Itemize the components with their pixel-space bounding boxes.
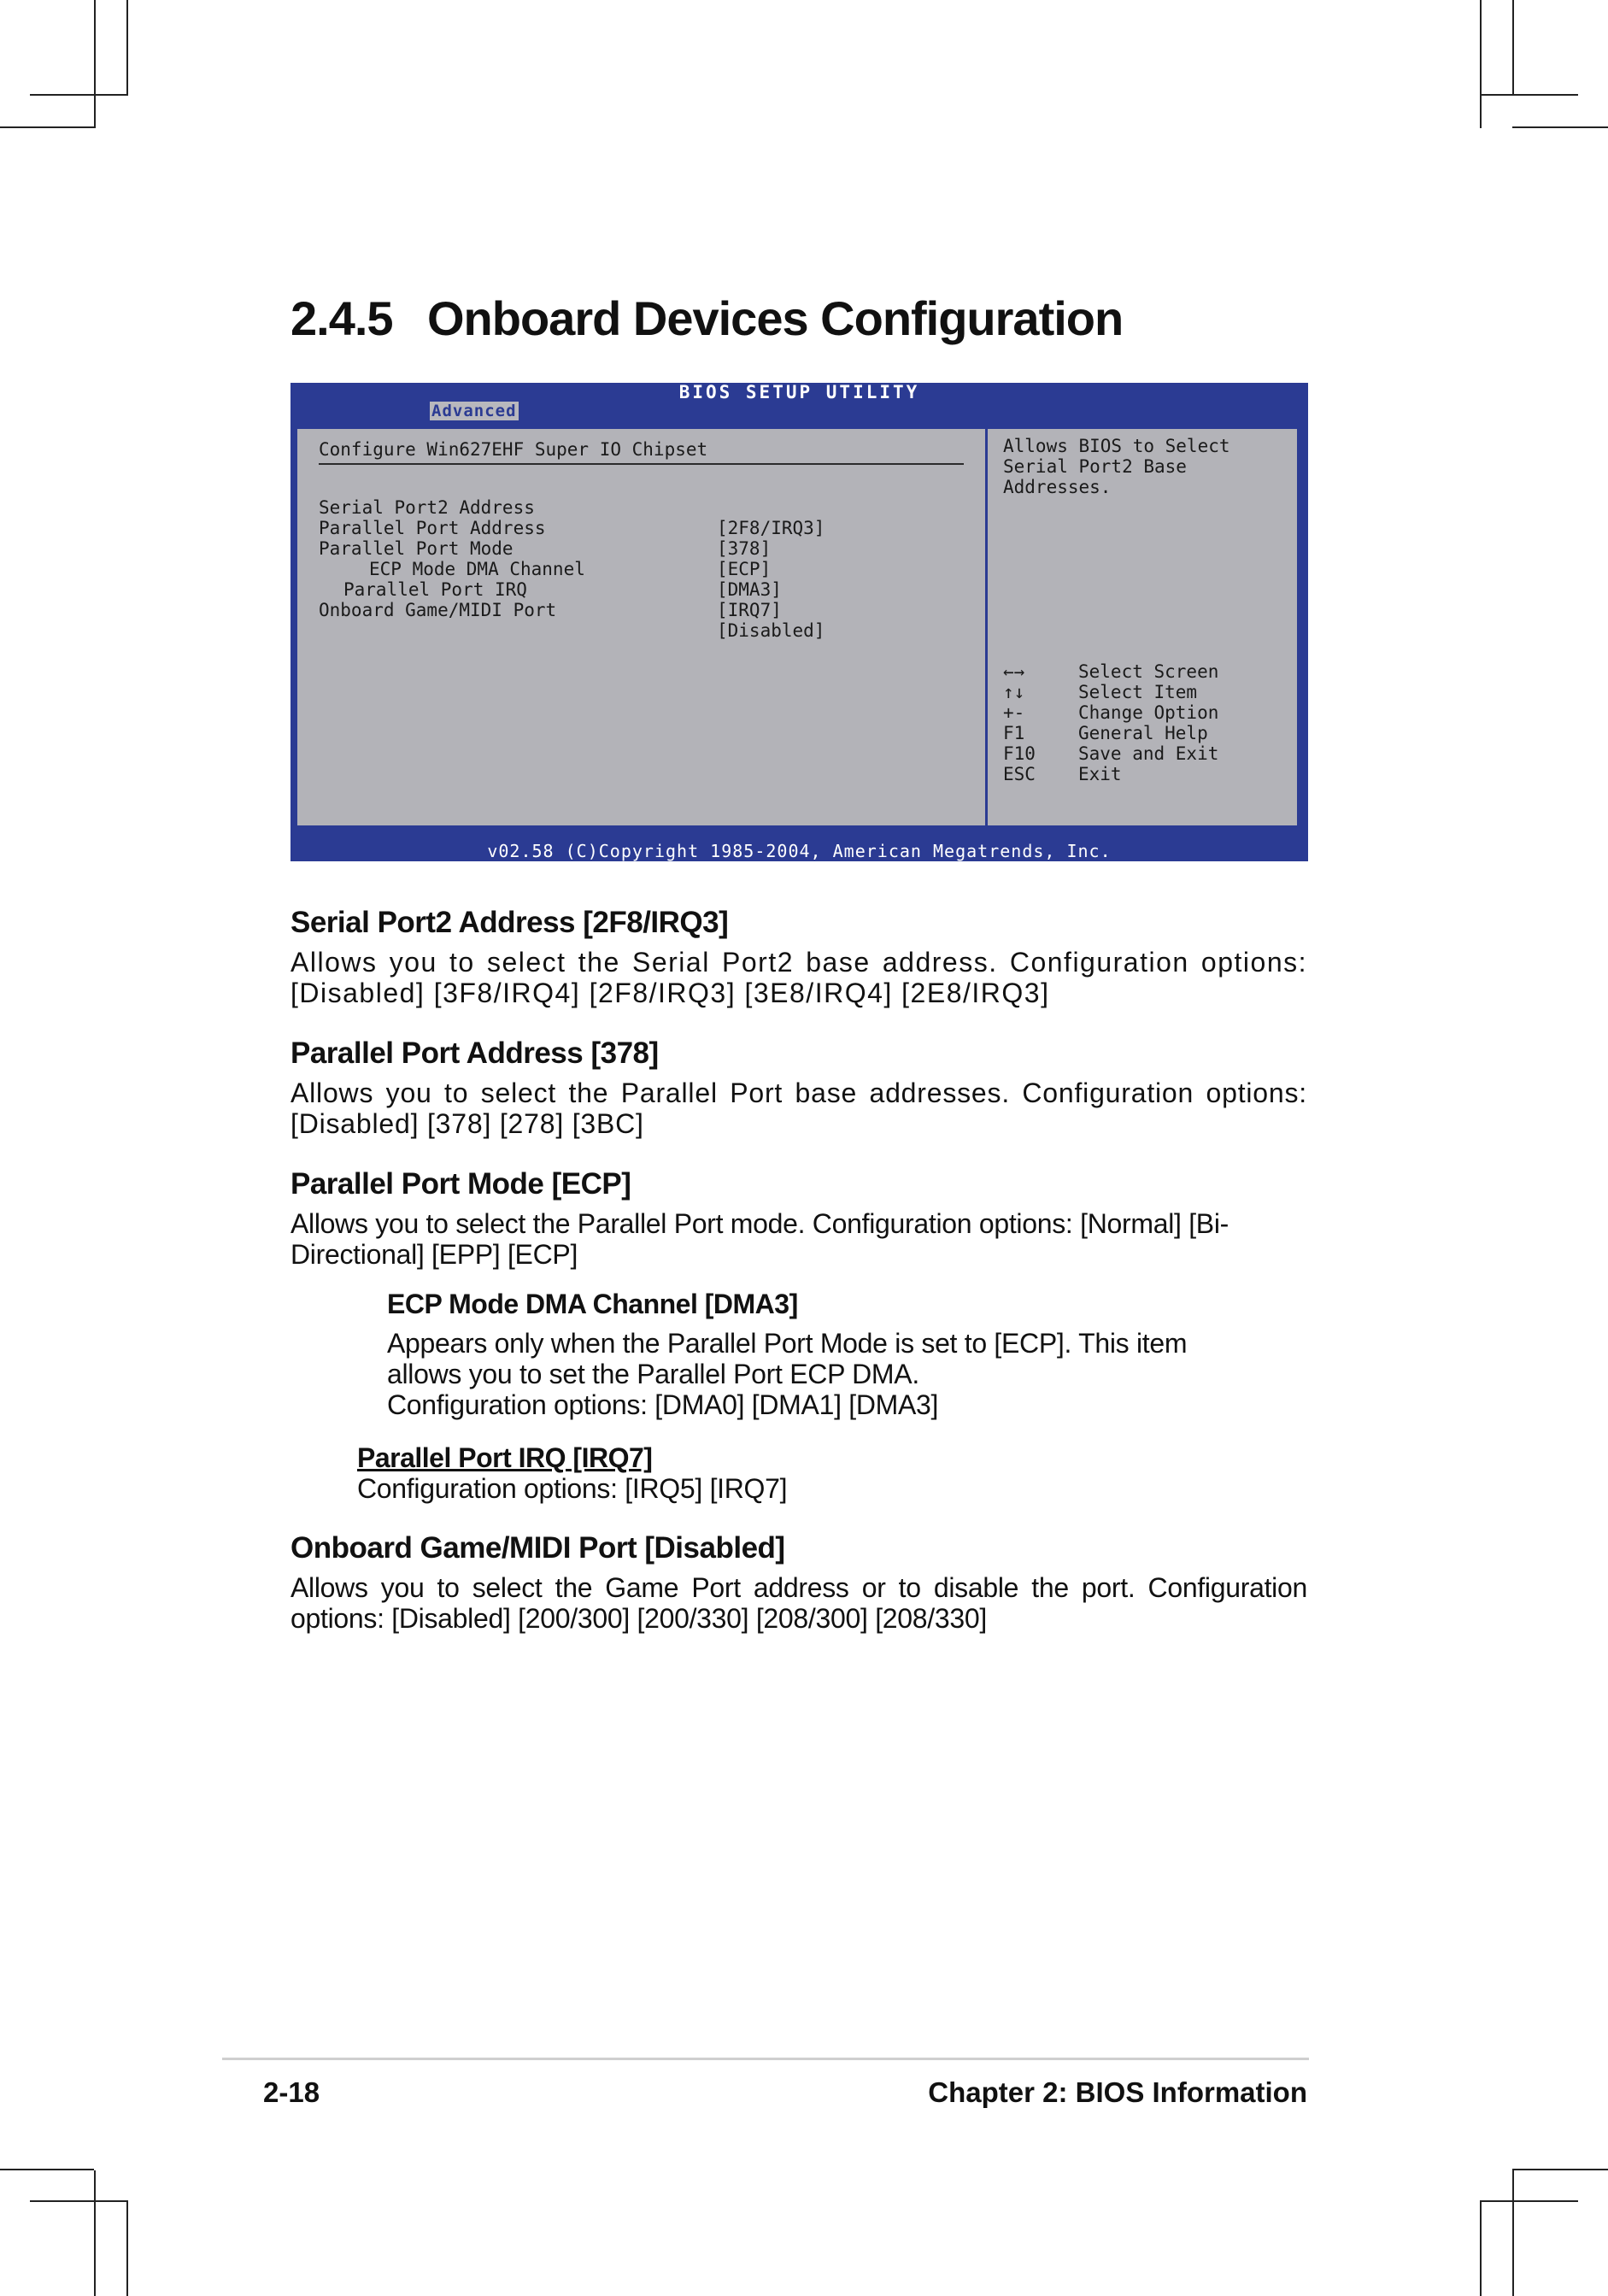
crop-mark	[1512, 126, 1608, 128]
chapter-title: Chapter 2: BIOS Information	[928, 2076, 1307, 2108]
heading-onboard-game-midi-port: Onboard Game/MIDI Port [Disabled]	[290, 1531, 785, 1565]
desc-line: Allows you to select the Parallel Port mode. Configuration options: [Normal] [Bi-	[290, 1208, 1229, 1239]
key-hint-key: F10	[1003, 743, 1036, 764]
footer-divider	[222, 2058, 1309, 2060]
desc-onboard-game-midi-port: Allows you to select the Game Port address or to disable the port. Configuration options: [Disabled] [200/300] [200/330] [208/300] [208/330]	[290, 1572, 1307, 1634]
desc-parallel-port-address: Allows you to select the Parallel Port base addresses. Configuration options: [Disabled] [378] [278] [3BC]	[290, 1078, 1307, 1139]
bios-item-value[interactable]: [IRQ7]	[717, 600, 782, 620]
bios-footer: v02.58 (C)Copyright 1985-2004, American Megatrends, Inc.	[487, 841, 1112, 861]
desc-line: Appears only when the Parallel Port Mode is set to [ECP]. This item	[387, 1328, 1188, 1359]
key-hint-desc: Select Item	[1078, 682, 1198, 702]
crop-mark	[1480, 2200, 1482, 2296]
crop-mark	[0, 2169, 94, 2170]
key-hint-desc: Change Option	[1078, 702, 1219, 723]
key-hint-desc: Save and Exit	[1078, 743, 1219, 764]
crop-mark	[126, 0, 128, 94]
section-number: 2.4.5	[290, 291, 393, 345]
crop-mark	[1480, 0, 1482, 128]
desc-line: Directional] [EPP] [ECP]	[290, 1239, 578, 1270]
bios-item-label: Parallel Port IRQ	[343, 579, 527, 600]
heading-ecp-mode-dma-channel: ECP Mode DMA Channel [DMA3]	[387, 1289, 798, 1319]
tab-advanced[interactable]: Advanced	[431, 402, 517, 420]
crop-mark	[1512, 2169, 1608, 2170]
crop-mark	[94, 2170, 96, 2296]
key-hint-key: +-	[1003, 702, 1025, 723]
bios-help-text	[1003, 436, 1230, 497]
bios-item-value[interactable]: [2F8/IRQ3]	[717, 518, 825, 538]
heading-parallel-port-address: Parallel Port Address [378]	[290, 1036, 659, 1070]
bios-settings-pane	[297, 429, 988, 825]
bios-title: BIOS SETUP UTILITY	[678, 382, 920, 402]
bios-item-value[interactable]: [ECP]	[717, 559, 772, 579]
crop-mark	[126, 2200, 128, 2296]
bios-item-label: Onboard Game/MIDI Port	[319, 600, 557, 620]
section-title	[290, 291, 1123, 346]
bios-item-label: ECP Mode DMA Channel	[369, 559, 585, 579]
desc-line: Configuration options: [DMA0] [DMA1] [DMA3]	[387, 1389, 939, 1420]
divider	[319, 463, 964, 465]
desc-ecp-mode-dma-channel	[387, 1328, 1241, 1420]
bios-item-label: Serial Port2 Address	[319, 497, 535, 518]
key-hint-desc: Exit	[1078, 764, 1122, 784]
key-hint-desc: General Help	[1078, 723, 1208, 743]
section-title-text: Onboard Devices Configuration	[427, 291, 1124, 345]
bios-panel	[295, 426, 1300, 828]
bios-heading: Configure Win627EHF Super IO Chipset	[319, 439, 708, 460]
key-hint-key: F1	[1003, 723, 1025, 743]
crop-mark	[0, 126, 94, 128]
help-line: Allows BIOS to Select	[1003, 436, 1230, 456]
crop-mark	[30, 94, 128, 96]
bios-screenshot	[290, 383, 1308, 861]
desc-line: allows you to set the Parallel Port ECP DMA.	[387, 1359, 919, 1389]
bios-item-value[interactable]: [378]	[717, 538, 772, 559]
crop-mark	[1480, 94, 1578, 96]
crop-mark	[1512, 0, 1514, 94]
desc-serial-port2-address: Allows you to select the Serial Port2 base address. Configuration options: [Disabled] [3F8/IRQ4] [2F8/IRQ3] [3E8/IRQ4] [2E8/IRQ3]	[290, 947, 1307, 1008]
heading-parallel-port-irq: Parallel Port IRQ [IRQ7]	[357, 1442, 653, 1473]
help-line: Serial Port2 Base	[1003, 456, 1187, 477]
crop-mark	[1480, 2200, 1578, 2202]
crop-mark	[1512, 2170, 1514, 2296]
bios-item-label: Parallel Port Mode	[319, 538, 514, 559]
key-hint-key: ESC	[1003, 764, 1036, 784]
bios-item-value[interactable]: [Disabled]	[717, 620, 825, 641]
help-line: Addresses.	[1003, 477, 1112, 497]
key-hint-desc: Select Screen	[1078, 661, 1219, 682]
bios-item-label: Parallel Port Address	[319, 518, 546, 538]
up-down-arrows-icon: ↑↓	[1003, 682, 1025, 702]
heading-serial-port2-address: Serial Port2 Address [2F8/IRQ3]	[290, 906, 729, 939]
crop-mark	[94, 0, 96, 128]
desc-parallel-port-irq: Configuration options: [IRQ5] [IRQ7]	[357, 1473, 788, 1504]
heading-parallel-port-mode: Parallel Port Mode [ECP]	[290, 1167, 631, 1201]
crop-mark	[30, 2200, 128, 2202]
page-number: 2-18	[263, 2076, 320, 2108]
bios-item-value[interactable]: [DMA3]	[717, 579, 782, 600]
desc-parallel-port-mode	[290, 1208, 1316, 1270]
left-right-arrows-icon: ←→	[1003, 661, 1025, 682]
